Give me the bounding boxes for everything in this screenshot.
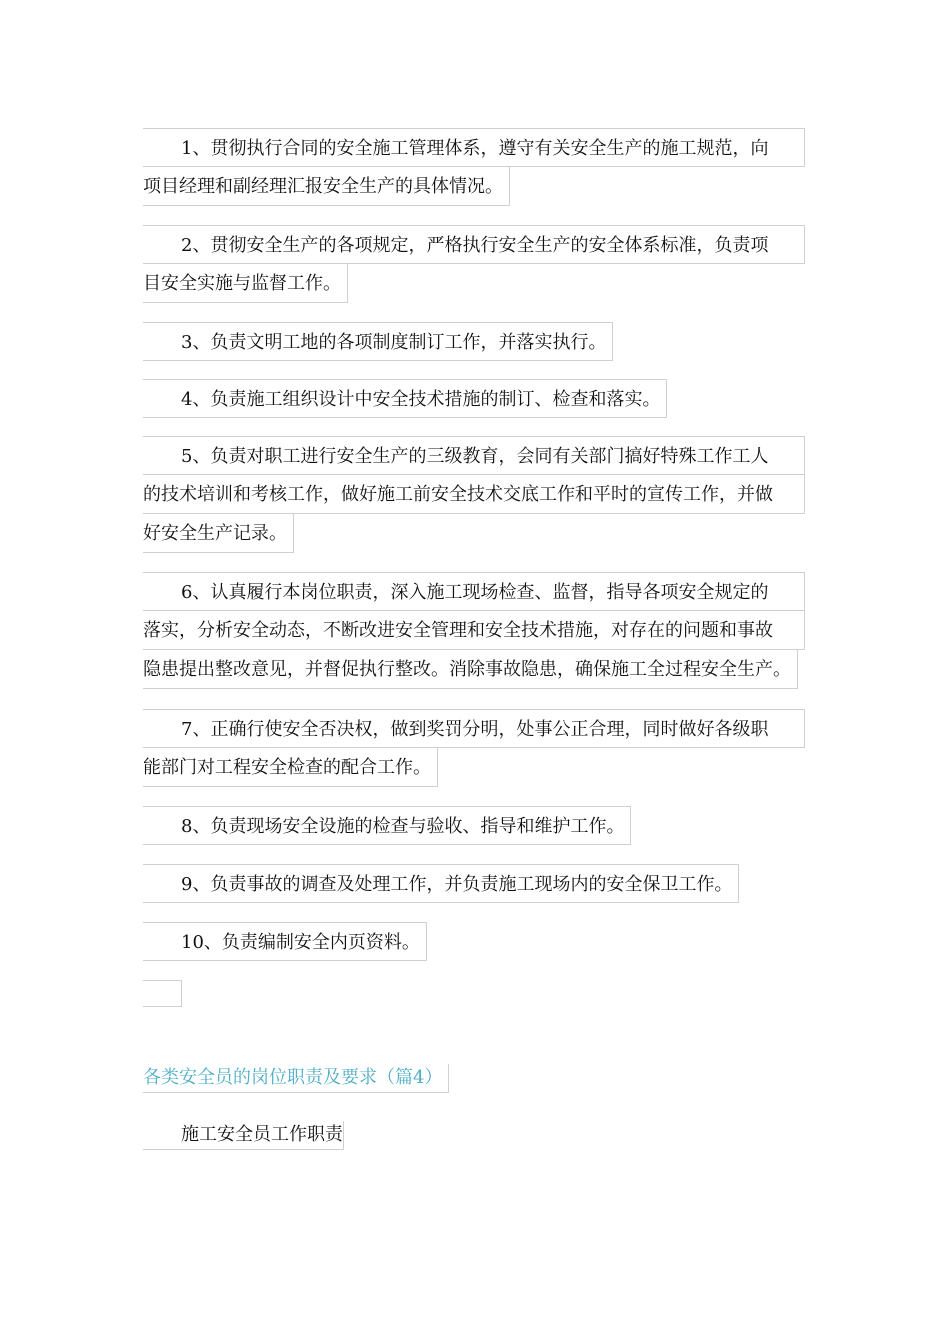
- line: 隐患提出整改意见，并督促执行整改。消除事故隐患，确保施工全过程安全生产。: [143, 650, 798, 689]
- duty-item-10: [143, 922, 805, 975]
- duty-item-4: [143, 379, 805, 432]
- line: 项目经理和副经理汇报安全生产的具体情况。: [143, 167, 510, 206]
- line: 能部门对工程安全检查的配合工作。: [143, 748, 438, 787]
- line: 2、贯彻安全生产的各项规定，严格执行安全生产的安全体系标准，负责项: [143, 225, 805, 264]
- line: 的技术培训和考核工作，做好施工前安全技术交底工作和平时的宣传工作，并做: [143, 475, 805, 514]
- section-subheading: 施工安全员工作职责: [143, 1121, 344, 1150]
- duty-item-2: [143, 225, 805, 317]
- duty-item-7: [143, 709, 805, 801]
- duty-item-6: [143, 572, 805, 703]
- line: 9、负责事故的调查及处理工作，并负责施工现场内的安全保卫工作。: [143, 864, 739, 903]
- line: 4、负责施工组织设计中安全技术措施的制订、检查和落实。: [143, 379, 667, 418]
- duty-item-8: [143, 806, 805, 859]
- section-heading: 各类安全员的岗位职责及要求（篇4）: [143, 1064, 449, 1093]
- line: 8、负责现场安全设施的检查与验收、指导和维护工作。: [143, 806, 631, 845]
- duty-item-5: [143, 436, 805, 567]
- line: 好安全生产记录。: [143, 514, 294, 553]
- line: 7、正确行使安全否决权，做到奖罚分明，处事公正合理，同时做好各级职: [143, 709, 805, 748]
- line: 目安全实施与监督工作。: [143, 264, 348, 303]
- duty-item-9: [143, 864, 805, 917]
- empty-paragraph: [143, 980, 182, 1007]
- line: 落实，分析安全动态，不断改进安全管理和安全技术措施，对存在的问题和事故: [143, 611, 805, 650]
- line: 10、负责编制安全内页资料。: [143, 922, 427, 961]
- duty-item-3: [143, 322, 805, 375]
- line: 6、认真履行本岗位职责，深入施工现场检查、监督，指导各项安全规定的: [143, 572, 805, 611]
- line: 5、负责对职工进行安全生产的三级教育，会同有关部门搞好特殊工作工人: [143, 436, 805, 475]
- line: 3、负责文明工地的各项制度制订工作，并落实执行。: [143, 322, 613, 361]
- line: 1、贯彻执行合同的安全施工管理体系，遵守有关安全生产的施工规范，向: [143, 128, 805, 167]
- duty-item-1: [143, 128, 805, 220]
